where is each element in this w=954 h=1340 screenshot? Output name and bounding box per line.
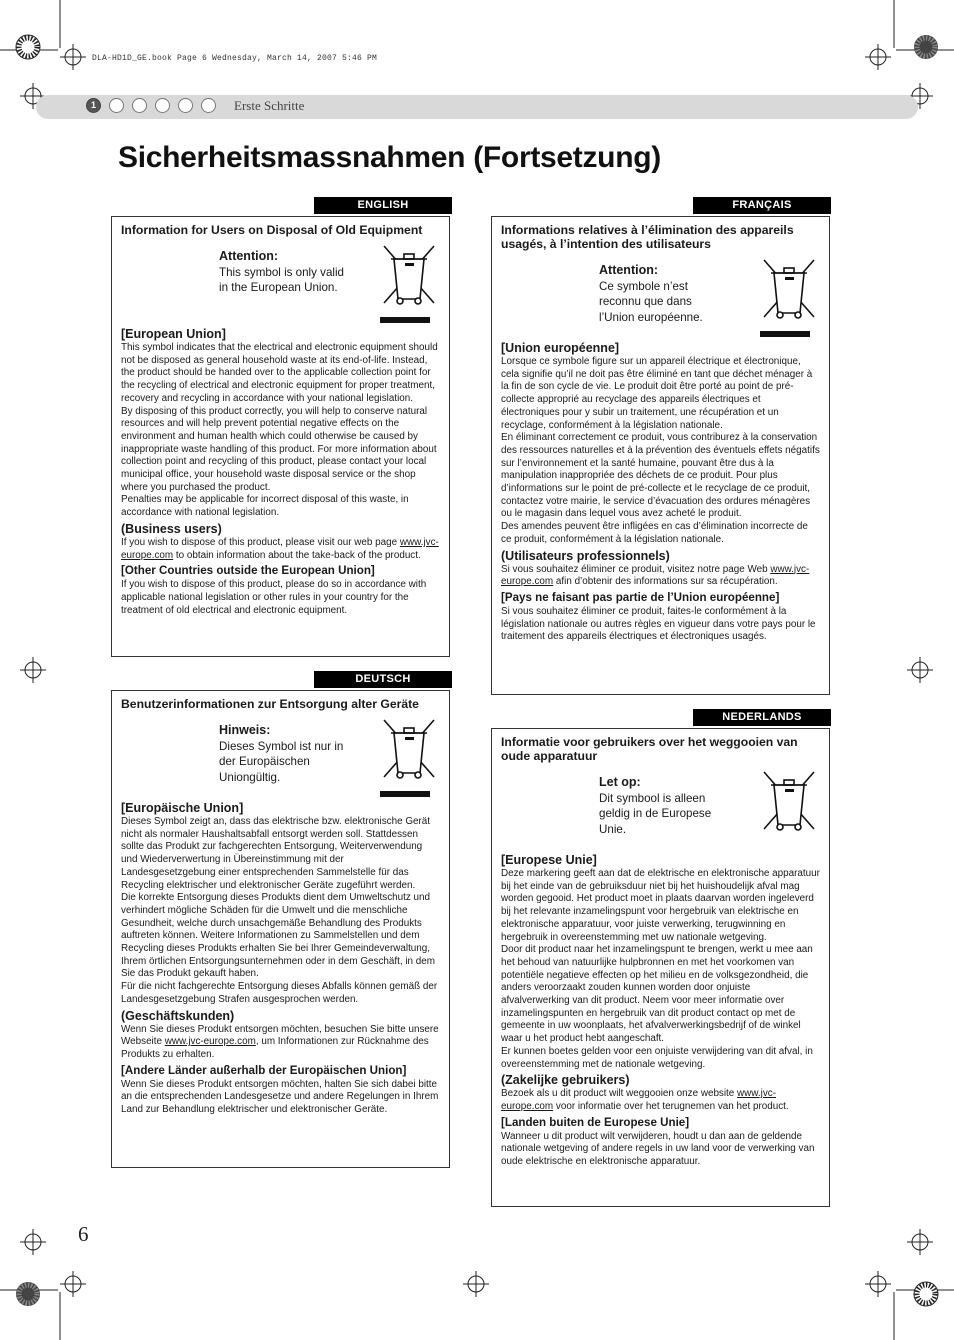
eu-heading: [Union européenne]	[501, 341, 620, 355]
eu-text-2: By disposing of this product correctly, you will help to conserve natural resources and will help prevent potential negative effects on the environment and human health which could otherwise be caused by inappropriate waste handling of this product. For more information about collection point and recycling of this product, please contact your local municipal office, your household waste disposal service or the shop where you purchased the product.	[121, 405, 437, 493]
attention-text: This symbol is only valid in the European Union.	[219, 266, 344, 295]
weee-bin-icon	[756, 257, 822, 339]
business-text	[501, 564, 820, 589]
section-title: Informatie voor gebruikers over het weggooien van oude apparatuur	[501, 735, 798, 763]
other-countries-heading: [Landen buiten de Europese Unie]	[501, 1115, 690, 1129]
chapter-step	[109, 98, 124, 113]
business-heading: (Utilisateurs professionnels)	[501, 548, 670, 563]
language-tag-deutsch: DEUTSCH	[314, 671, 452, 688]
business-text-b: , um Informationen zur Rücknahme des Produkts zu erhalten.	[121, 1036, 429, 1060]
business-heading: (Zakelijke gebruikers)	[501, 1073, 630, 1088]
eu-text-3: Penalties may be applicable for incorrect disposal of this waste, in accordance with national legislation.	[121, 494, 409, 519]
attention-heading: Let op:	[599, 775, 641, 789]
chapter-step	[132, 98, 147, 113]
weee-bin-icon	[756, 769, 822, 851]
attention-text: Dieses Symbol ist nur in der Europäischen Uniongültig.	[219, 740, 344, 784]
chapter-step-active: 1	[86, 98, 101, 113]
attention-text: Ce symbole n’est reconnu que dans l’Union européenne.	[599, 280, 703, 324]
section-francais	[491, 216, 830, 695]
business-text-b: to obtain information about the take-back of the product.	[173, 549, 421, 561]
eu-text: This symbol indicates that the electrical and electronic equipment should not be disposed as general household waste at its end-of-life. Instead, the product should be handed over to the applicable collection point for the recycling of electrical and electronic equipment for proper treatment, recovery and recycling in accordance with your national legislation.	[121, 342, 438, 404]
eu-heading: [European Union]	[121, 327, 226, 341]
attention-heading: Hinweis:	[219, 723, 271, 737]
other-countries-heading: [Andere Länder außerhalb der Europäischen Union]	[121, 1063, 407, 1077]
language-tag-english: ENGLISH	[314, 197, 452, 214]
eu-text: Deze markering geeft aan dat de elektrische en elektronische apparatuur bij het einde van de gebruiksduur niet bij het huishoudelijk afval mag worden gegooid. Het product moet in plaats daarvan worden ingeleverd bij het relevante inzamelingspunt voor hergebruik van elektrische en elektronische apparatuur, voor juiste verwerking, terugwinning en hergebruik in overeenstemming met uw nationale wetgeving.	[501, 868, 820, 943]
eu-text-3: Er kunnen boetes gelden voor een onjuiste verwijdering van dit afval, in overeenstemming met de nationale wetgeving.	[501, 1045, 813, 1070]
eu-heading: [Europäische Union]	[121, 801, 244, 815]
chapter-step	[178, 98, 193, 113]
page-number: 6	[78, 1222, 89, 1246]
chapter-step	[201, 98, 216, 113]
other-countries-text: Wanneer u dit product wilt verwijderen, houdt u dan aan de geldende nationale wetgeving of andere regels in uw land voor de verwerking van oude elektrische en elektronische apparatuur.	[501, 1130, 815, 1168]
business-text-a: Si vous souhaitez éliminer ce produit, visitez notre page Web	[501, 563, 771, 575]
other-countries-heading: [Pays ne faisant pas partie de l’Union européenne]	[501, 590, 780, 604]
business-heading: (Geschäftskunden)	[121, 1008, 235, 1023]
business-text-b: voor informatie over het terugnemen van het product.	[553, 1100, 789, 1112]
chapter-steps	[86, 98, 216, 113]
eu-heading: [Europese Unie]	[501, 853, 597, 867]
business-text	[121, 1024, 440, 1062]
section-nederlands	[491, 728, 830, 1207]
other-countries-text: Si vous souhaitez éliminer ce produit, faites-le conformément à la législation nationale ou autres règles en vigueur dans votre pays pour le traitement des appareils électriques et électroniques usagés.	[501, 605, 816, 643]
language-tag-nederlands: NEDERLANDS	[693, 709, 831, 726]
jvc-europe-link[interactable]: www.jvc-europe.com	[121, 536, 439, 561]
attention-block	[121, 717, 440, 797]
attention-text: Dit symbool is alleen geldig in de Europese Unie.	[599, 792, 712, 836]
other-countries-text: If you wish to dispose of this product, please do so in accordance with applicable national legislation or other rules in your country for the treatment of old electrical and electronic equipment.	[121, 579, 427, 616]
business-text-a: Wenn Sie dieses Produkt entsorgen möchten, besuchen Sie bitte unsere Webseite	[121, 1023, 439, 1048]
section-title: Informations relatives à l’élimination des appareils usagés, à l’intention des utilisateurs	[501, 223, 794, 251]
section-english	[111, 216, 450, 657]
eu-text: Lorsque ce symbole figure sur un appareil électrique et électronique, cela signifie qu’il ne doit pas être éliminé en tant que déchet ménager à la fin de son cycle de vie. Le produit doit être porté au point de pré-collecte approprié au recyclage des appareils électriques et électroniques pour y subir un traitement, une récupération et un recyclage, conformément à la législation nationale.	[501, 356, 813, 431]
jvc-europe-link[interactable]: www.jvc-europe.com	[501, 563, 810, 588]
section-deutsch	[111, 690, 450, 1168]
page-title: Sicherheitsmassnahmen (Fortsetzung)	[118, 141, 661, 174]
business-text	[121, 537, 440, 562]
attention-heading: Attention:	[219, 249, 279, 263]
section-title: Information for Users on Disposal of Old Equipment	[121, 223, 423, 237]
section-title: Benutzerinformationen zur Entsorgung alter Geräte	[121, 697, 419, 711]
eu-text-3: Des amendes peuvent être infligées en cas d’élimination incorrecte de ce produit, conformément à la législation nationale.	[501, 521, 808, 545]
attention-block	[121, 243, 440, 323]
business-text-a: Bezoek als u dit product wilt weggooien onze website	[501, 1088, 738, 1100]
business-text	[501, 1088, 820, 1113]
eu-text-2: Door dit product naar het inzamelingspunt te brengen, werkt u mee aan het behoud van natuurlijke hulpbronnen en met het voorkomen van potentiële negatieve effecten op het milieu en de volksgezondheid, die anders veroorzaakt zouden kunnen worden door onjuiste afvalverwerking van dit product. Neem voor meer informatie over inzamelingspunten en hergebruik van dit product contact op met de gemeente in uw woonplaats, het afvalverwerkingsbedrijf of de winkel waar u het product hebt aangeschaft.	[501, 944, 813, 1045]
other-countries-heading: [Other Countries outside the European Union]	[121, 564, 375, 578]
business-text-a: If you wish to dispose of this product, please visit our web page	[121, 536, 400, 548]
chapter-label: Erste Schritte	[234, 98, 305, 113]
weee-bin-icon	[376, 243, 442, 325]
jvc-europe-link[interactable]: www.jvc-europe.com	[164, 1036, 256, 1048]
eu-text-2: En éliminant correctement ce produit, vous contriburez à la conservation des ressources naturelles et à la prévention des éventuels effets négatifs sur l’environnement et la santé humaine, pouvant être dus à la manipulation inappropriée des déchets de ce produit. Pour plus d’informations sur le point de pré-collecte et le recyclage de ce produit, contactez votre mairie, le service d’évacuation des ordures ménagères ou le magasin dans lequel vous avez acheté le produit.	[501, 432, 820, 520]
eu-text: Dieses Symbol zeigt an, dass das elektrische bzw. elektronische Gerät nicht als normaler Haushaltsabfall entsorgt werden soll. Stattdessen sollte das Produkt zur fachgerechten Entsorgung, Weiterverwendung und Wiederverwertung in Übereinstimmung mit der Landesgesetzgebung einer entsprechenden Sammelstelle für das Recycling elektrischer und elektronischer Geräte zugeführt werden.	[121, 816, 431, 891]
chapter-step	[155, 98, 170, 113]
attention-heading: Attention:	[599, 263, 659, 277]
weee-bin-icon	[376, 717, 442, 799]
business-heading: (Business users)	[121, 521, 222, 536]
jvc-europe-link[interactable]: www.jvc-europe.com	[501, 1088, 776, 1112]
attention-block	[501, 257, 820, 337]
business-text-b: afin d’obtenir des informations sur sa récupération.	[553, 576, 778, 588]
eu-text-2: Die korrekte Entsorgung dieses Produkts dient dem Umweltschutz und verhindert mögliche Schäden für die Umwelt und die menschliche Gesundheit, welche durch unsachgemäße Behandlung des Produkts auftreten können. Weitere Informationen zu Sammelstellen und dem Recycling dieses Produkts erhalten Sie bei Ihrer Gemeindeverwaltung, Ihrem örtlichen Entsorgungsunternehmen oder in dem Geschäft, in dem Sie das Produkt gekauft haben.	[121, 892, 435, 980]
print-header: DLA-HD1D_GE.book Page 6 Wednesday, March 14, 2007 5:46 PM	[92, 54, 378, 63]
eu-text-3: Für die nicht fachgerechte Entsorgung dieses Abfalls können gemäß der Landesgesetzgebung Strafen ausgesprochen werden.	[121, 981, 438, 1005]
attention-block	[501, 769, 820, 849]
language-tag-francais: FRANÇAIS	[693, 197, 831, 214]
other-countries-text: Wenn Sie dieses Produkt entsorgen möchten, halten Sie sich dabei bitte an die entsprechenden Landesgesetze und andere Regelungen in Ihrem Land zur Behandlung elektrischer und elektronischer Geräte.	[121, 1078, 439, 1116]
